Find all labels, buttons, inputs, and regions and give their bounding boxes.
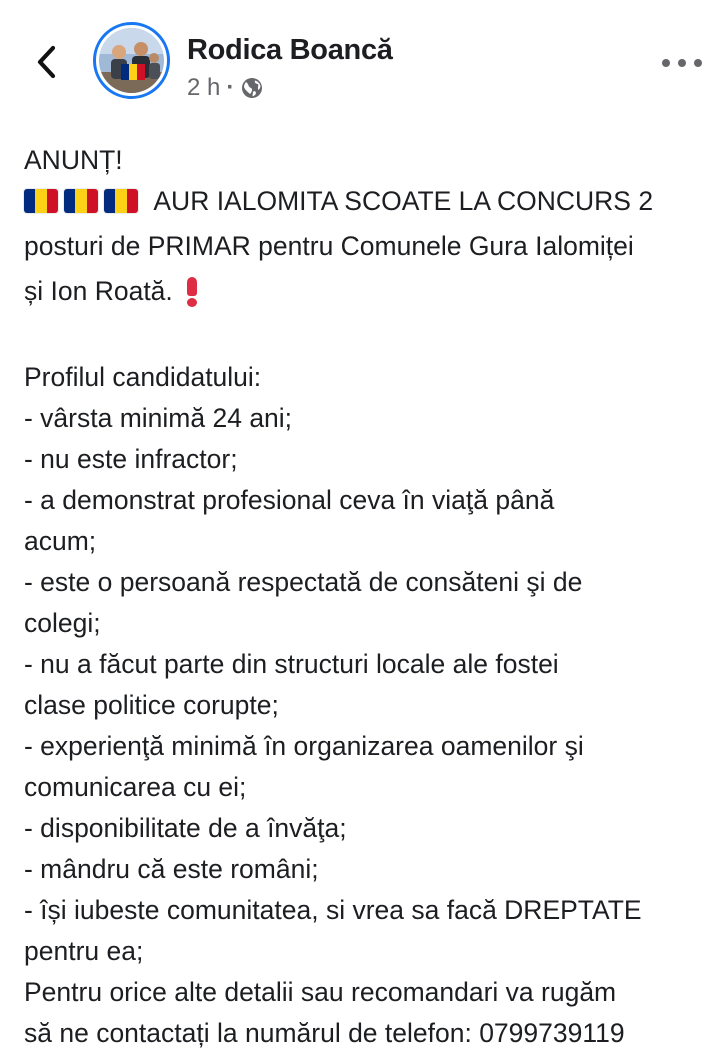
announcement-line-1 — [24, 181, 714, 222]
meta-separator: · — [226, 74, 235, 101]
post-body — [24, 140, 714, 1054]
profile-heading: Profilul candidatului: — [24, 362, 262, 392]
announcement-text: și Ion Roată. — [24, 276, 173, 306]
post-line: Pentru orice alte detalii sau recomandari va rugăm — [24, 977, 617, 1007]
globe-icon — [240, 76, 264, 100]
more-options-button[interactable] — [662, 48, 702, 78]
announcement-text: AUR IALOMITA SCOATE LA CONCURS 2 — [153, 186, 654, 216]
romania-flag-emoji — [64, 189, 98, 213]
announcement-line-2: posturi de PRIMAR pentru Comunele Gura Ialomiței — [24, 231, 634, 261]
post-line: - experienţă minimă în organizarea oamenilor şi — [24, 731, 584, 761]
post-meta — [187, 73, 264, 103]
back-button[interactable] — [28, 40, 64, 84]
announcement-line-3 — [24, 271, 714, 312]
post-line: comunicarea cu ei; — [24, 772, 247, 802]
post-line: - disponibilitate de a învăţa; — [24, 813, 347, 843]
post-line: - își iubeste comunitatea, si vrea sa facă DREPTATE — [24, 895, 642, 925]
post-line: clase politice corupte; — [24, 690, 279, 720]
post-line: - nu a făcut parte din structuri locale ale fostei — [24, 649, 559, 679]
post-title: ANUNȚ! — [24, 145, 123, 175]
timestamp[interactable]: 2 h — [187, 74, 221, 101]
more-horizontal-icon — [662, 59, 670, 67]
post-line: acum; — [24, 526, 97, 556]
romania-flag-emoji — [104, 189, 138, 213]
phone-line: să ne contactați la numărul de telefon: 0799739119 — [24, 1018, 625, 1048]
post-line: colegi; — [24, 608, 101, 638]
post-line: - vârsta minimă 24 ani; — [24, 403, 293, 433]
post-line: - nu este infractor; — [24, 444, 238, 474]
blank-line — [24, 312, 714, 353]
post-line: - a demonstrat profesional ceva în viaţă până — [24, 485, 555, 515]
red-exclamation-emoji — [185, 277, 199, 305]
post-line: - este o persoană respectată de consăteni şi de — [24, 567, 583, 597]
post-line: - mândru că este români; — [24, 854, 319, 884]
romania-flag-emoji — [24, 189, 58, 213]
post-line: pentru ea; — [24, 936, 144, 966]
avatar[interactable] — [93, 22, 170, 99]
chevron-left-icon — [35, 45, 57, 79]
post-header — [0, 0, 728, 120]
avatar-photo — [99, 28, 164, 93]
author-name[interactable]: Rodica Boancă — [187, 34, 393, 66]
